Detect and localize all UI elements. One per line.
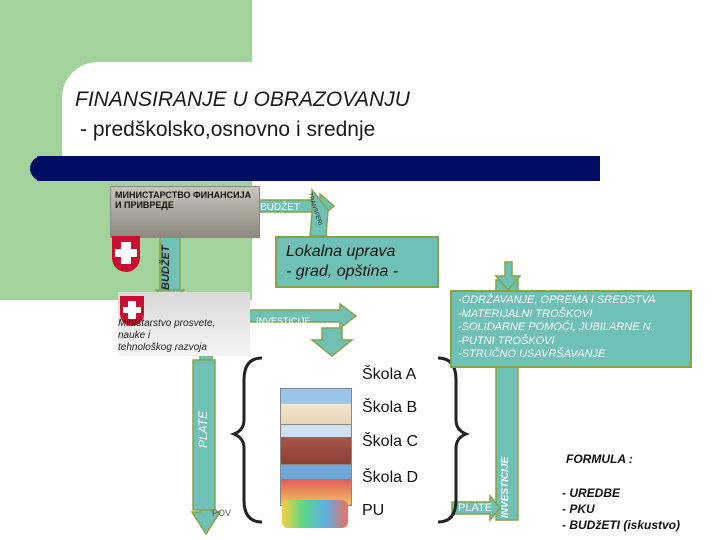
page-title: FINANSIRANJE U OBRAZOVANJU — [75, 88, 410, 111]
plate-vertical-label: PLATE — [196, 410, 210, 448]
expenses-list — [458, 294, 656, 362]
ministry-finance-sign-line1: МИНИСТАРСТВО ФИНАНСИЈА — [115, 190, 252, 200]
expense-item: -STRUČNO USAVRŠAVANJE — [458, 348, 606, 360]
plate-bottom-label: PLATE — [458, 502, 493, 514]
pov-label: POV — [212, 508, 232, 518]
school-a-label: Škola A — [362, 366, 417, 383]
formula-item: - UREDBE — [562, 486, 621, 500]
page-subtitle: - predškolsko,osnovno i srednje — [80, 118, 376, 141]
pu-children-drawing — [282, 500, 348, 528]
investicije-arrow-down — [312, 328, 352, 356]
school-c-photo — [280, 424, 352, 466]
formula-title: FORMULA : — [566, 452, 633, 466]
ministry-education-line1: Ministarstvo prosvete, — [118, 318, 216, 329]
left-brace — [234, 358, 262, 522]
investicije-vertical-label: INVESTICIJE — [500, 456, 511, 518]
expense-item: -ODRŽAVANJE, OPREMA I SREDSTVA — [458, 294, 656, 306]
school-c-label: Škola C — [362, 433, 419, 450]
ministry-finance-photo — [110, 186, 260, 238]
formula-item: - PKU — [562, 502, 595, 516]
ministry-education-line3: tehnološkog razvoja — [118, 342, 207, 353]
local-government-line1: Lokalna uprava — [286, 243, 396, 260]
formula-item: - BUDžETI (iskustvo) — [562, 518, 681, 532]
budzet-top-label: BUDŽET — [260, 202, 300, 213]
local-government-box — [275, 236, 439, 288]
pu-label: PU — [362, 502, 385, 519]
expense-item: -MATERIJALNI TROŠKOVI — [458, 307, 593, 320]
ministry-finance-sign-line2: И ПРИВРЕДЕ — [115, 200, 174, 210]
transferi-label: TRANSFERI — [306, 192, 323, 227]
coat-of-arms-icon — [112, 236, 140, 272]
expense-item: -SOLIDARNE POMOĆI, JUBILARNE N. — [458, 321, 654, 333]
expense-item: -PUTNI TROŠKOVI — [458, 334, 555, 347]
ministry-education-line2: nauke i — [118, 330, 151, 341]
local-government-line2: - grad, opština - — [286, 263, 399, 280]
school-d-label: Škola D — [362, 469, 419, 486]
budzet-vertical-label: BUDŽET — [160, 245, 172, 290]
investicije-left-label: INVESTICIJE — [256, 316, 311, 326]
right-brace — [438, 358, 466, 522]
expenses-box — [450, 290, 692, 368]
school-b-label: Škola B — [362, 399, 418, 416]
school-b-photo — [280, 388, 352, 428]
